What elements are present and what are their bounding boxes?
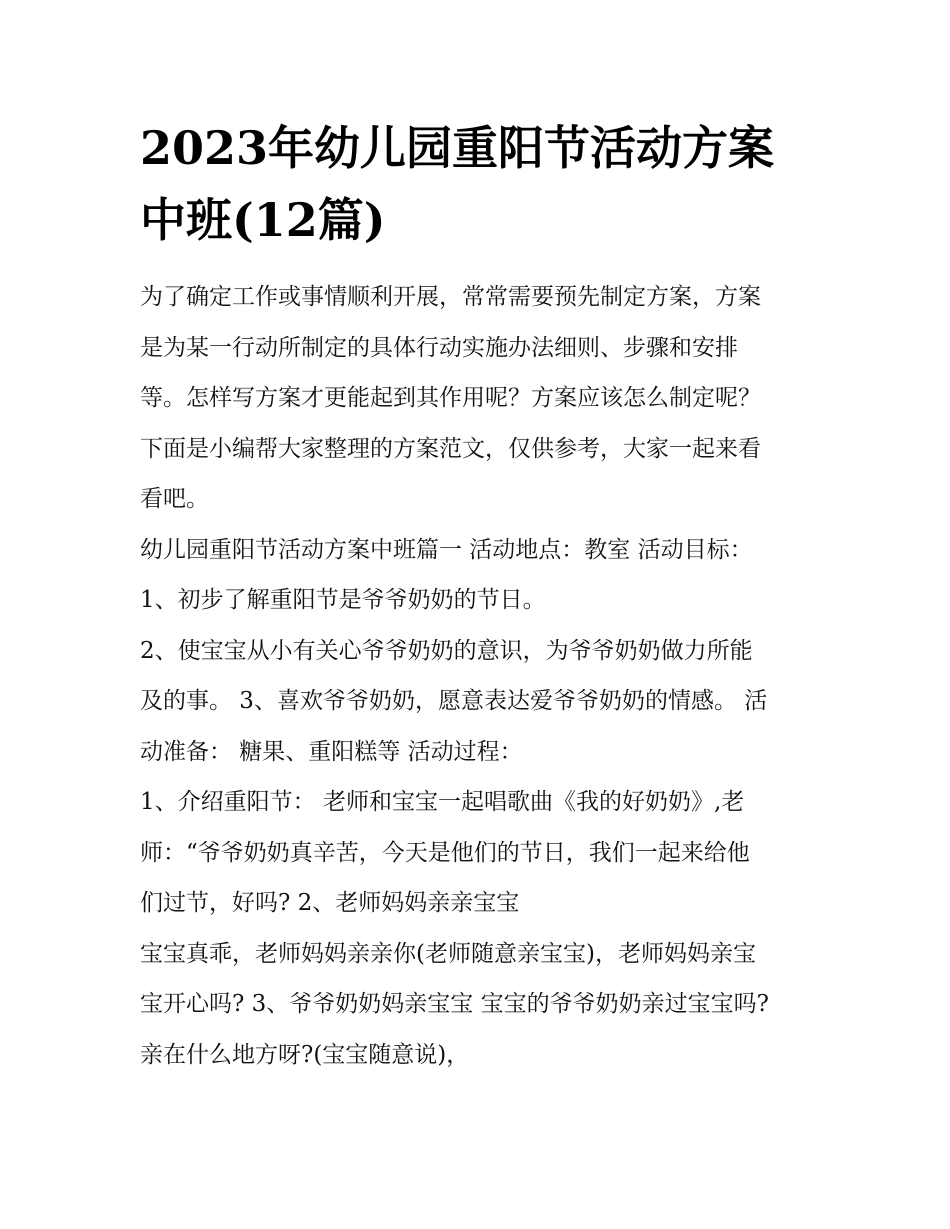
body-line-6: 幼儿园重阳节活动方案中班篇一 活动地点：教室 活动目标：: [140, 536, 753, 563]
document-title: [140, 112, 820, 256]
body-line-7: 1、初步了解重阳节是爷爷奶奶的节日。: [140, 587, 546, 613]
body-line-1: 为了确定工作或事情顺利开展，常常需要预先制定方案，方案: [140, 284, 761, 310]
body-line-11: 1、介绍重阳节： 老师和宝宝一起唱歌曲《我的好奶奶》,老: [140, 789, 745, 815]
body-line-16: 亲在什么地方呀?(宝宝随意说)，: [140, 1041, 470, 1068]
body-line-9: 及的事。 3、喜欢爷爷奶奶，愿意表达爱爷爷奶奶的情感。 活: [140, 688, 768, 714]
document-content: [140, 112, 820, 1080]
body-line-10: 动准备： 糖果、重阳糕等 活动过程：: [140, 738, 523, 765]
title-line-2: 中班(12篇): [140, 193, 386, 247]
document-body: [140, 272, 820, 1080]
body-line-2: 是为某一行动所制定的具体行动实施办法细则、步骤和安排: [140, 334, 738, 361]
title-line-1: 2023年幼儿园重阳节活动方案: [140, 121, 775, 175]
body-line-3: 等。怎样写方案才更能起到其作用呢？方案应该怎么制定呢？: [140, 385, 761, 411]
body-line-4: 下面是小编帮大家整理的方案范文，仅供参考，大家一起来看: [140, 435, 761, 462]
body-line-15: 宝开心吗? 3、爷爷奶奶妈亲宝宝 宝宝的爷爷奶奶亲过宝宝吗?: [140, 991, 769, 1017]
body-line-12: 师：“爷爷奶奶真辛苦，今天是他们的节日，我们一起来给他: [140, 839, 750, 866]
body-line-14: 宝宝真乖，老师妈妈亲亲你(老师随意亲宝宝)，老师妈妈亲宝: [140, 940, 756, 967]
body-line-5: 看吧。: [140, 486, 209, 512]
body-line-13: 们过节，好吗? 2、老师妈妈亲亲宝宝: [140, 890, 520, 916]
body-line-8: 2、使宝宝从小有关心爷爷奶奶的意识，为爷爷奶奶做力所能: [140, 637, 753, 664]
